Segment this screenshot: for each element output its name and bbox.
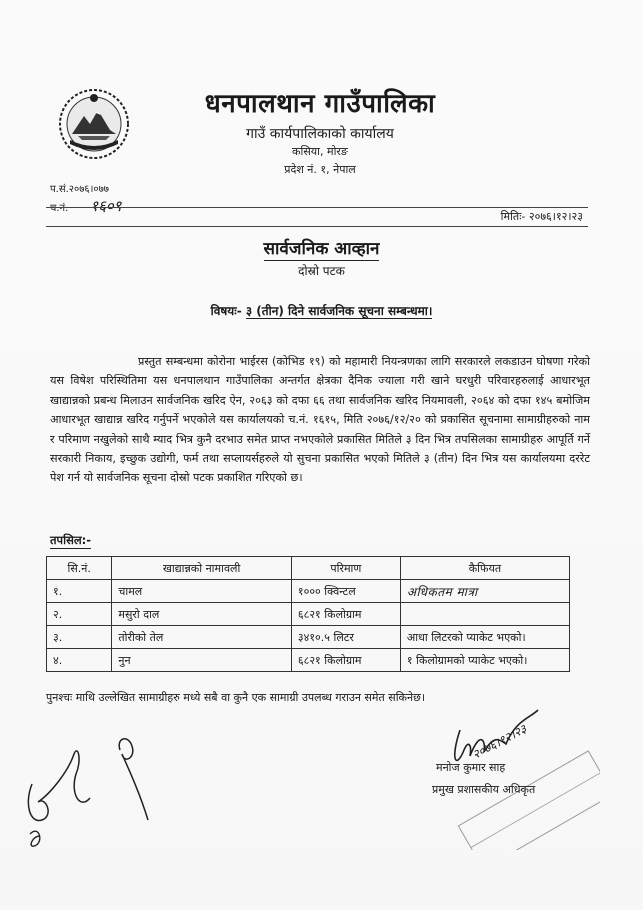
header-serial: सि.नं. — [47, 557, 112, 580]
cell-item: चामल — [112, 580, 292, 603]
patra-sankhya: प.सं.२०७६।०७७ — [50, 184, 109, 195]
nepal-emblem-icon — [56, 86, 132, 162]
signatory-title: प्रमुख प्रशासकीय अधिकृत — [432, 783, 536, 796]
notice-title-text: सार्वजनिक आव्हान — [263, 239, 380, 259]
subject-text: ३ (तीन) दिने सार्वजनिक सूचना सम्बन्धमा। — [245, 304, 433, 318]
cell-quantity: ३४१०.५ लिटर — [291, 626, 400, 649]
office-subtitle: गाउँ कार्यपालिकाको कार्यालय — [246, 126, 394, 142]
letter-date: मितिः- २०७६।१२।२३ — [500, 210, 583, 223]
subject-label: विषयः- — [210, 304, 242, 318]
items-table — [46, 556, 570, 672]
reference-block — [50, 182, 121, 217]
signatory-name: मनोज कुमार साह — [436, 761, 506, 774]
header-remarks: कैफियत — [400, 557, 569, 580]
table-row — [47, 626, 570, 649]
cell-serial: १. — [47, 580, 112, 603]
cell-item: नुन — [112, 649, 292, 672]
cell-item: मसुरो दाल — [112, 603, 292, 626]
office-address-line2: प्रदेश नं. १, नेपाल — [284, 163, 356, 176]
cell-serial: ३. — [47, 626, 112, 649]
signature-date: २०७६।१२।२३ — [470, 721, 529, 762]
notice-body: प्रस्तुत सम्बन्धमा कोरोना भाईरस (कोभिड १९) को महामारी नियन्त्रणका लागि सरकारले लकडाउन घोषणा गरेको यस विषेश परिस्थितिमा यस धनपालथान गाउँपालिका अन्तर्गत क्षेत्रका दैनिक ज्याला गरी खाने घरधुरी परिवारहरुलाई आधारभूत खाद्यान्नको प्रबन्ध मिलाउन सार्वजनिक खरिद ऐन, २०६३ को दफा ६६ तथा सार्वजनिक खरिद नियमावली, २०६४ को दफा १४५ बमोजिम आधारभूत खाद्यान्न खरिद गर्नुपर्ने भएकोले यस कार्यालयको च.नं. १६१५, मिति २०७६/१२/२० को प्रकासित सूचनामा सामाग्रीहरुको नाम र परिमाण नखुलेको साथै म्याद भित्र कुनै दरभाउ समेत प्राप्त नभएकोले प्रकासित मितिले ३ दिन भित्र तपसिलका सामाग्रीहरु आपूर्ति गर्ने सरकारी निकाय, इच्छुक उद्योगी, फर्म तथा सप्लायर्सहरुले यो सुचना प्रकासित भएको मितिले ३ (तीन) दिन भित्र यस कार्यालयमा दररेट पेश गर्न यो सार्वजनिक सूचना दोस्रो पटक प्रकाशित गरिएको छ। — [50, 355, 590, 485]
table-row — [47, 603, 570, 626]
office-name-title: धनपालथान गाउँपालिका — [204, 89, 436, 119]
header-quantity: परिमाण — [291, 557, 400, 580]
cell-remarks: १ किलोग्रामको प्याकेट भएको। — [400, 649, 569, 672]
table-row — [47, 649, 570, 672]
table-row — [47, 580, 570, 603]
date-divider — [46, 226, 588, 227]
notice-title — [0, 236, 643, 259]
header-item-name: खाद्यान्नको नामावली — [112, 557, 292, 580]
chalani-label: च.नं. — [50, 203, 69, 214]
header-divider — [46, 207, 588, 208]
cell-remarks: आधा लिटरको प्याकेट भएको। — [400, 626, 569, 649]
cell-remarks: अधिकतम मात्रा — [400, 580, 569, 603]
cell-quantity: ६८२१ किलोग्राम — [291, 603, 400, 626]
table-label: तपसिल:- — [50, 533, 92, 547]
chalani-number: १६०९ — [90, 197, 122, 215]
notice-subtitle: दोस्रो पटक — [298, 264, 345, 278]
cell-quantity: १००० क्विन्टल — [291, 580, 400, 603]
cell-item: तोरीको तेल — [112, 626, 292, 649]
cell-quantity: ६८२१ किलोग्राम — [291, 649, 400, 672]
official-signature-stamp — [420, 700, 600, 850]
cell-serial: २. — [47, 603, 112, 626]
table-header-row — [47, 557, 570, 580]
witness-signatures — [20, 724, 200, 854]
cell-remarks — [400, 603, 569, 626]
subject-line — [0, 302, 643, 319]
office-address-line1: कसिया, मोरङ — [292, 145, 348, 158]
cell-serial: ४. — [47, 649, 112, 672]
postscript: पुनश्चः माथि उल्लेखित सामाग्रीहरु मध्ये सबै वा कुनै एक सामाग्री उपलब्ध गराउन समेत सकिनेछ। — [46, 691, 425, 704]
